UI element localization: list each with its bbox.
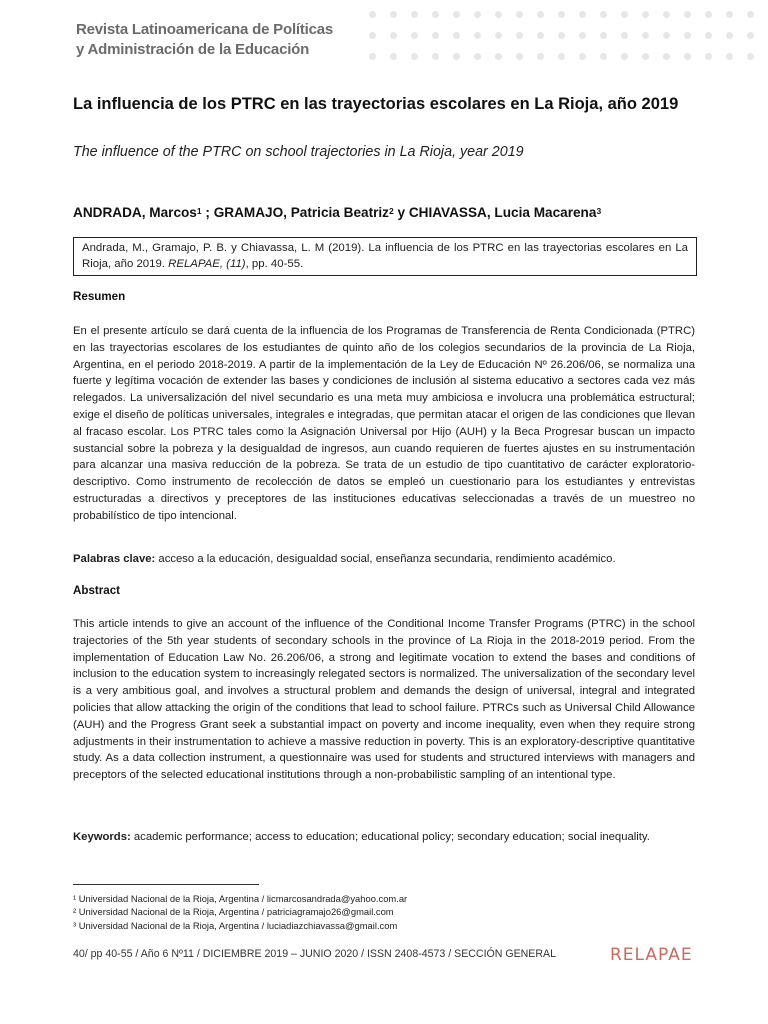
journal-name [76,20,333,60]
footnote-2: ² Universidad Nacional de la Rioja, Argentina / patriciagramajo26@gmail.com [73,906,394,918]
author-separator: y [393,205,409,220]
author-name: GRAMAJO, Patricia Beatriz [213,205,389,220]
resumen-keywords-label: Palabras clave: [73,553,156,565]
decorative-dot-pattern [362,4,768,70]
citation-box [73,237,697,276]
resumen-heading: Resumen [73,290,126,303]
author-footnote-ref: 3 [596,206,602,216]
author-name: ANDRADA, Marcos [73,205,197,220]
citation-journal: RELAPAE, (11) [168,258,246,270]
resumen-keywords [73,551,695,568]
footnotes [73,892,407,932]
article-title: La influencia de los PTRC en las trayectorias escolares en La Rioja, año 2019 [73,95,679,113]
author-list [73,203,713,223]
page-footer: 40/ pp 40-55 / Año 6 Nº11 / DICIEMBRE 2019 – JUNIO 2020 / ISSN 2408-4573 / SECCIÓN GENERAL [73,948,556,960]
author-separator: ; [201,205,214,220]
abstract-keywords [73,829,695,846]
citation-pages: , pp. 40-55. [245,258,304,270]
citation-text: Andrada, M., Gramajo, P. B. y Chiavassa, L. M (2019). La influencia de los PTRC en las trayectorias escolares en La Rioja, año 2019. [82,242,688,270]
footnote-divider [73,884,259,885]
author-footnote-ref: 2 [388,206,394,216]
article-subtitle: The influence of the PTRC on school trajectories in La Rioja, year 2019 [73,144,524,160]
resumen-keywords-text: acceso a la educación, desigualdad social, enseñanza secundaria, rendimiento académico. [155,553,616,565]
footnote-3: ³ Universidad Nacional de la Rioja, Argentina / luciadiazchiavassa@gmail.com [73,919,398,931]
footnote-1: ¹ Universidad Nacional de la Rioja, Argentina / licmarcosandrada@yahoo.com.ar [73,893,408,904]
resumen-body: En el presente artículo se dará cuenta de la influencia de los Programas de Transferencia de Renta Condicionada (PTRC) en las trayectorias escolares de los estudiantes de quinto año de los colegios secundarios de la provincia de La Rioja, Argentina, en el periodo 2018-2019. A partir de la implementación de la Ley de Educación Nº 26.206/06, se normaliza una fuerte y legítima vocación de extender las bases y condiciones de inclusión al sistema educativo a sectores cada vez más relegados. La universalización del nivel secundario es una meta muy ambiciosa e involucra una problemática estructural; exige el diseño de políticas universales, integrales e integradas, que permitan atacar el origen de las condiciones que llevan al fracaso escolar. Los PTRC tales como la Asignación Universal por Hijo (AUH) y la Beca Progresar buscan un impacto sustancial sobre la pobreza y la desigualdad de ingresos, aun cuando requieren de fuertes ajustes en su instrumentación para alcanzar una masiva reducción de la pobreza. Se trata de un estudio de tipo cuantitativo de carácter exploratorio-descriptivo. Como instrumento de recolección de datos se empleó un cuestionario para los estudiantes y entrevistas estructuradas a directivos y preceptores de las instituciones educativas seleccionadas a través de un muestreo no probabilístico de tipo intencional. [73,325,695,522]
abstract-heading: Abstract [73,584,121,597]
journal-logo: RELAPAE [610,945,693,965]
journal-name-line1: Revista Latinoamericana de Políticas [76,21,334,38]
author-footnote-ref: 1 [196,206,202,216]
journal-name-line2: y Administración de la Educación [76,41,310,58]
author-name: CHIAVASSA, Lucia Macarena [408,205,597,220]
abstract-body: This article intends to give an account of the influence of the Conditional Income Transfer Programs (PTRC) in the school trajectories of the 5th year students of secondary schools in the province of La Rioja in the 2018-2019 period. From the implementation of Education Law No. 26.206/06, a strong and legitimate vocation to extend the bases and conditions of inclusion to the education system to increasingly relegated sectors is normalized. The universalization of the secondary level is a very ambitious goal, and involves a structural problem and demands the design of universal, integral and integrated policies that allow attacking the origin of the conditions that lead to school failure. PTRCs such as Universal Child Allowance (AUH) and the Progress Grant seek a substantial impact on poverty and income inequality, even when they require strong adjustments in their instrumentation to achieve a massive reduction in poverty. This is an exploratory-descriptive quantitative study. As a data collection instrument, a questionnaire was used for students and structured interviews with managers and preceptors of the selected educational institutions through a non-probabilistic sampling of an intentional type. [73,618,695,782]
abstract-keywords-text: academic performance; access to education; educational policy; secondary education; social inequality. [130,831,650,843]
abstract-keywords-label: Keywords: [73,831,131,843]
